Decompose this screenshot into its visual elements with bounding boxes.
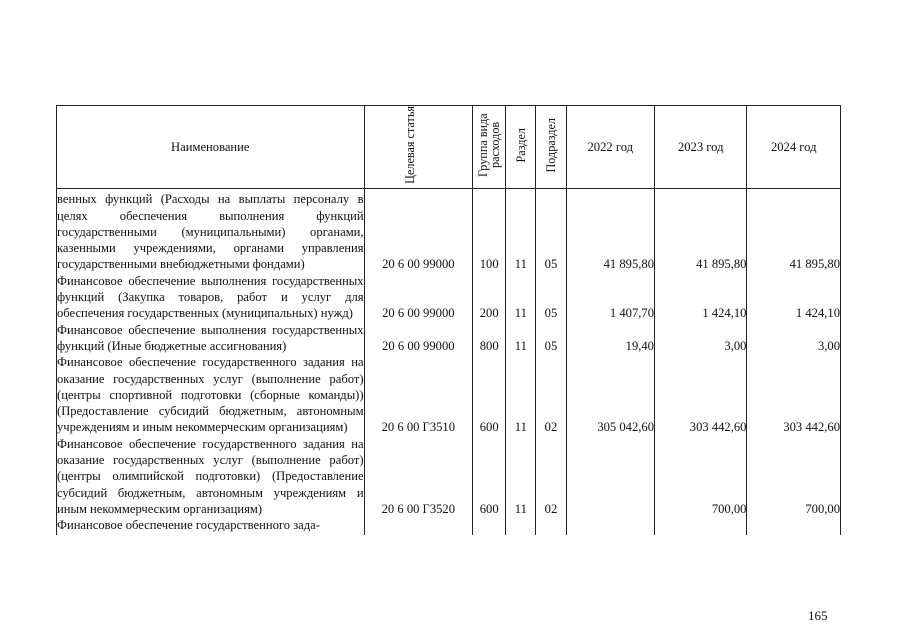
row-2024: 41 895,80 <box>747 189 841 273</box>
header-2022 <box>566 106 654 189</box>
row-2022: 305 042,60 <box>566 354 654 435</box>
row-code <box>364 517 473 535</box>
row-section: 11 <box>506 189 536 273</box>
header-subsection-text: Подраздел <box>543 117 558 173</box>
row-group: 800 <box>473 322 506 355</box>
header-section <box>506 106 536 189</box>
row-2024: 3,00 <box>747 322 841 355</box>
row-name: Финансовое обеспечение выполнения государственных функций (Иные бюджетные ассигнования) <box>57 322 364 353</box>
row-subsection: 05 <box>536 189 566 273</box>
row-2023: 41 895,80 <box>654 189 746 273</box>
page-number: 165 <box>808 608 828 623</box>
row-2022 <box>566 517 654 535</box>
row-2022 <box>566 436 654 517</box>
row-2024 <box>747 517 841 535</box>
header-2024-text: 2024 год <box>770 140 817 154</box>
header-2022-text: 2022 год <box>587 140 634 154</box>
row-code: 20 6 00 99000 <box>364 273 473 322</box>
row-group: 100 <box>473 189 506 273</box>
row-2024: 303 442,60 <box>747 354 841 435</box>
row-section: 11 <box>506 273 536 322</box>
row-subsection: 02 <box>536 354 566 435</box>
row-code: 20 6 00 99000 <box>364 322 473 355</box>
row-section: 11 <box>506 322 536 355</box>
row-group: 200 <box>473 273 506 322</box>
row-2024: 700,00 <box>747 436 841 517</box>
row-name: Финансовое обеспечение государственного задания на оказание государственных услуг (выполнение работ) (центры олимпийской подготовки) (Предоставление субсидий бюджетным, автономным учреждениям и иным некоммерческим организациям) <box>57 436 364 516</box>
row-group: 600 <box>473 354 506 435</box>
header-target-text: Целевая статья <box>403 106 418 184</box>
row-group <box>473 517 506 535</box>
row-section: 11 <box>506 354 536 435</box>
row-code: 20 6 00 99000 <box>364 189 473 273</box>
table-row <box>57 517 841 535</box>
row-2024: 1 424,10 <box>747 273 841 322</box>
header-section-text: Раздел <box>513 127 528 163</box>
header-group <box>473 106 506 189</box>
row-subsection: 02 <box>536 436 566 517</box>
header-name-text: Наименование <box>171 140 250 154</box>
row-2023: 303 442,60 <box>654 354 746 435</box>
row-section <box>506 517 536 535</box>
row-2023: 3,00 <box>654 322 746 355</box>
row-group: 600 <box>473 436 506 517</box>
row-subsection: 05 <box>536 322 566 355</box>
table-row <box>57 322 841 355</box>
table-row <box>57 436 841 517</box>
header-subsection <box>536 106 566 189</box>
row-code: 20 6 00 Г3520 <box>364 436 473 517</box>
table-row <box>57 354 841 435</box>
header-target <box>364 106 473 189</box>
row-section: 11 <box>506 436 536 517</box>
budget-table <box>56 105 841 535</box>
row-subsection <box>536 517 566 535</box>
table-header <box>57 106 841 189</box>
row-2023: 1 424,10 <box>654 273 746 322</box>
row-subsection: 05 <box>536 273 566 322</box>
header-name <box>57 106 365 189</box>
row-2022: 19,40 <box>566 322 654 355</box>
row-name: Финансовое обеспечение государственного зада- <box>57 517 365 535</box>
table-row <box>57 189 841 273</box>
table-row <box>57 273 841 322</box>
row-2023 <box>654 517 746 535</box>
row-name: Финансовое обеспечение выполнения государственных функций (Закупка товаров, работ и услуг для обеспечения государственных (муниципальных) нужд) <box>57 273 364 321</box>
header-2023 <box>654 106 746 189</box>
header-2023-text: 2023 год <box>677 140 724 154</box>
header-group-text: Группа вида расходов <box>476 113 503 177</box>
header-2024 <box>747 106 841 189</box>
row-2023: 700,00 <box>654 436 746 517</box>
row-2022: 41 895,80 <box>566 189 654 273</box>
row-code: 20 6 00 Г3510 <box>364 354 473 435</box>
row-2022: 1 407,70 <box>566 273 654 322</box>
row-name: венных функций (Расходы на выплаты персоналу в целях обеспечения выполнения функций государственными (муниципальными) органами, казенными учреждениями, органами управления государственными внебюджетными фондами) <box>57 189 365 273</box>
row-name: Финансовое обеспечение государственного задания на оказание государственных услуг (выполнение работ) (центры спортивной подготовки (сборные команды)) (Предоставление субсидий бюджетным, автономным учреждениям и иным некоммерческим организациям) <box>57 355 364 435</box>
